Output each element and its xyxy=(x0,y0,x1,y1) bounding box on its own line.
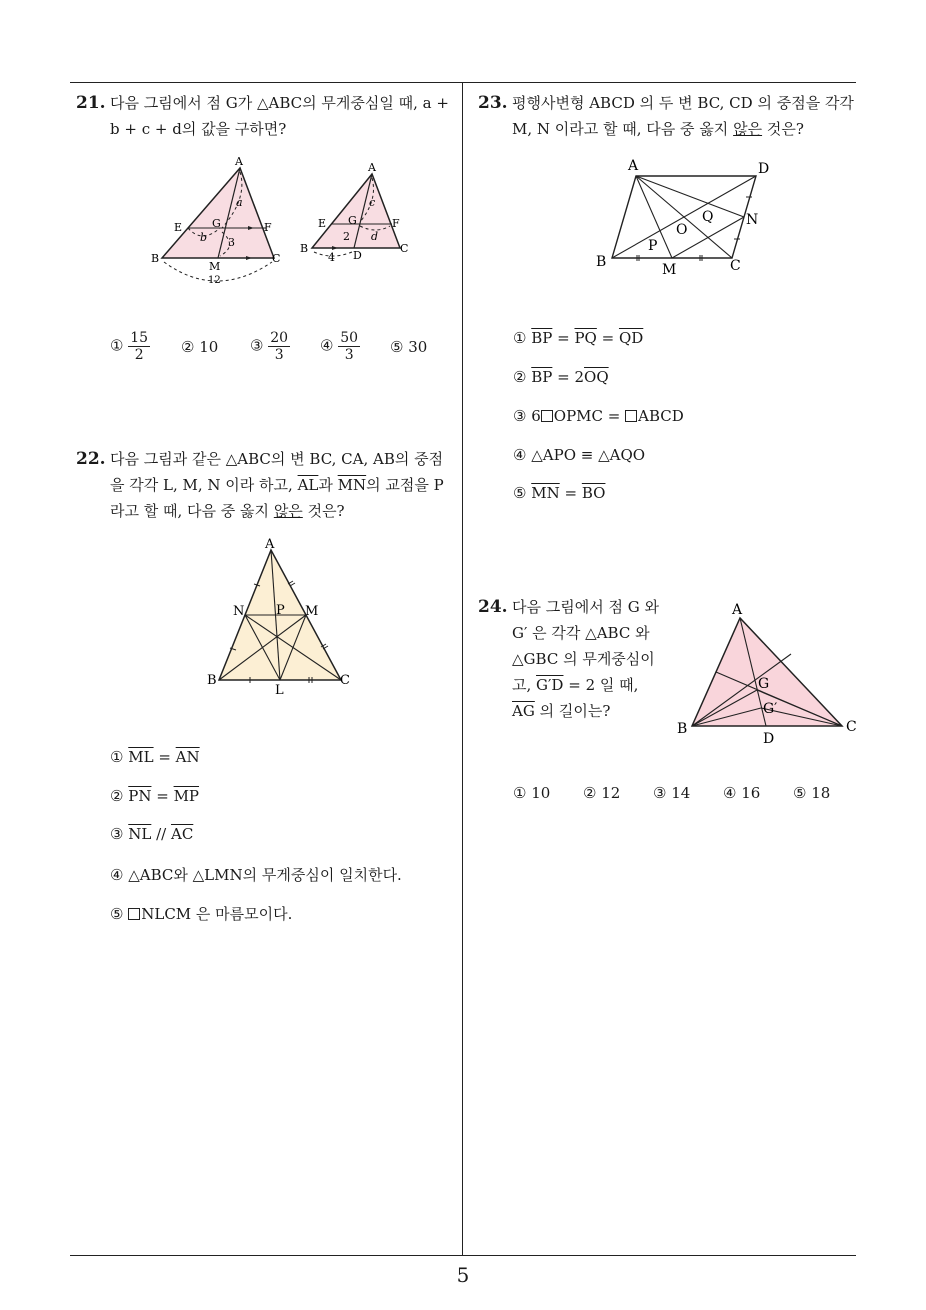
label-G: G xyxy=(758,676,770,692)
denominator: 2 xyxy=(134,347,144,363)
operator: = 2 xyxy=(552,368,585,386)
problem-text xyxy=(110,446,460,524)
problem-line: △GBC 의 무게중심이 xyxy=(512,650,655,668)
label-B: B xyxy=(151,252,160,265)
label-E: E xyxy=(174,221,183,234)
square-symbol xyxy=(541,410,553,422)
choice-mark: ⑤ xyxy=(390,338,404,356)
choice-mark: ④ xyxy=(513,446,527,464)
choice-5[interactable] xyxy=(390,338,427,356)
segment: $\overline{MP}$ xyxy=(173,787,200,805)
problem-line: 다음 그림에서 점 G 와 xyxy=(512,598,659,616)
label-F: F xyxy=(392,217,400,230)
label-4: 4 xyxy=(328,251,335,264)
label-3: 3 xyxy=(228,236,235,249)
problem-line xyxy=(110,472,460,498)
label-C: C xyxy=(846,719,857,735)
column-divider xyxy=(462,82,463,1256)
segment-AG: $\overline{AG}$ xyxy=(512,702,535,720)
label-N: N xyxy=(746,212,759,228)
q21-figure-1 xyxy=(150,152,300,292)
denominator: 3 xyxy=(344,347,354,363)
label-G: G xyxy=(212,217,221,230)
choice-5[interactable] xyxy=(110,903,292,924)
label-M: M xyxy=(209,260,221,273)
choice-mark: ① xyxy=(110,336,124,355)
segment: $\overline{NL}$ xyxy=(128,825,152,843)
choice-1[interactable]: ① $\overline{BP} = \overline{PQ} = \overline{QD}$ xyxy=(513,329,644,347)
problem-line: 다음 그림과 같은 △ABC의 변 BC, CA, AB의 중점 xyxy=(110,450,444,468)
label-c: c xyxy=(369,196,376,209)
choice-value: 10 xyxy=(531,784,551,802)
text-span: 라고 할 때, 다음 중 옳지 xyxy=(110,502,270,520)
choice-3[interactable] xyxy=(250,330,290,363)
label-C: C xyxy=(400,242,409,255)
segment-AL: $\overline{AL}$ xyxy=(297,476,319,494)
choice-mark: ② xyxy=(181,338,195,356)
label-M: M xyxy=(662,262,677,278)
choice-mark: ③ xyxy=(110,825,124,843)
label-d: d xyxy=(371,230,379,243)
text-span: 의 길이는? xyxy=(539,702,611,720)
choice-2[interactable] xyxy=(583,784,620,802)
numerator: 50 xyxy=(340,330,359,346)
problem-text xyxy=(512,90,862,142)
label-B: B xyxy=(677,721,688,737)
problem-line xyxy=(512,116,862,142)
label-O: O xyxy=(676,222,688,238)
choice-mark: ④ xyxy=(110,866,124,884)
choice-text: △ABC와 △LMN의 무게중심이 일치한다. xyxy=(128,866,402,884)
choice-5[interactable]: ⑤ $\overline{MN} = \overline{BO}$ xyxy=(513,484,606,502)
choice-mark: ③ xyxy=(513,407,527,425)
label-P: P xyxy=(276,603,285,618)
problem-line: 평행사변형 ABCD 의 두 변 BC, CD 의 중점을 각각 xyxy=(512,94,854,112)
page-number: 5 xyxy=(456,1263,470,1287)
choice-mark: ② xyxy=(583,784,597,802)
choice-2[interactable] xyxy=(181,338,218,356)
segment: $\overline{MN}$ xyxy=(531,484,560,502)
choice-value: 30 xyxy=(408,338,428,356)
label-b: b xyxy=(200,231,208,244)
problem-line xyxy=(512,698,678,724)
label-D: D xyxy=(758,161,770,177)
label-Gp: G′ xyxy=(763,701,778,717)
text-span: 의 교점을 P xyxy=(366,476,444,494)
problem-number: 22. xyxy=(76,449,106,469)
underlined-word: 않은 xyxy=(733,120,763,138)
q24-figure xyxy=(674,598,864,748)
text-span: 과 xyxy=(318,476,333,494)
text-span: 을 각각 L, M, N 이라 하고, xyxy=(110,476,293,494)
numerator: 20 xyxy=(270,330,289,346)
operator: // xyxy=(151,825,171,843)
choice-2[interactable] xyxy=(513,368,609,386)
text-span: M, N 이라고 할 때, 다음 중 옳지 xyxy=(512,120,729,138)
label-C: C xyxy=(340,673,350,688)
problem-line: G′ 은 각각 △ABC 와 xyxy=(512,624,650,642)
choice-mark: ④ xyxy=(723,784,737,802)
choice-3[interactable] xyxy=(513,407,684,425)
bottom-rule xyxy=(70,1255,856,1256)
segment: $\overline{PQ}$ xyxy=(574,329,597,347)
segment-MN: $\overline{MN}$ xyxy=(337,476,367,494)
choice-value: 12 xyxy=(601,784,621,802)
segment: $\overline{OQ}$ xyxy=(584,368,609,386)
choice-3[interactable] xyxy=(110,825,193,843)
choice-value: 10 xyxy=(199,338,219,356)
problem-line xyxy=(512,672,678,698)
label-B: B xyxy=(207,673,217,688)
segment: $\overline{AN}$ xyxy=(175,748,200,766)
choice-value: 14 xyxy=(671,784,691,802)
problem-number: 24. xyxy=(478,597,508,617)
operator: = xyxy=(153,748,176,766)
choice-mark: ② xyxy=(110,787,124,805)
segment: $\overline{BO}$ xyxy=(581,484,606,502)
label-G: G xyxy=(348,214,357,227)
problem-text xyxy=(512,594,678,724)
problem-line: 다음 그림에서 점 G가 △ABC의 무게중심일 때, a + xyxy=(110,94,449,112)
text-span: 고, xyxy=(512,676,532,694)
square-symbol xyxy=(625,410,637,422)
label-D: D xyxy=(763,731,775,747)
label-Q: Q xyxy=(702,209,714,225)
choice-value: 18 xyxy=(811,784,831,802)
choice-4[interactable] xyxy=(723,784,760,802)
choice-4[interactable] xyxy=(320,330,360,363)
label-P: P xyxy=(648,238,658,254)
segment: $\overline{AC}$ xyxy=(170,825,194,843)
fraction xyxy=(128,330,150,363)
choice-mark: ② xyxy=(513,368,527,386)
text-span: 것은? xyxy=(307,502,345,520)
problem-23 xyxy=(478,90,862,142)
choice-mark: ① xyxy=(513,784,527,802)
choice-mark: ① xyxy=(513,329,527,347)
choice-mark: ③ xyxy=(653,784,667,802)
label-F: F xyxy=(264,221,272,234)
segment: $\overline{BP}$ xyxy=(531,329,553,347)
problem-number: 21. xyxy=(76,93,106,113)
choice-5[interactable] xyxy=(793,784,830,802)
denominator: 3 xyxy=(274,347,284,363)
problem-text xyxy=(110,90,456,142)
fraction xyxy=(268,330,290,363)
label-A: A xyxy=(235,155,243,168)
label-D: D xyxy=(353,249,362,262)
segment: $\overline{BP}$ xyxy=(531,368,553,386)
choice-text: ABCD xyxy=(638,407,684,425)
label-B: B xyxy=(596,254,607,270)
label-C: C xyxy=(272,252,281,265)
problem-22 xyxy=(76,446,460,524)
label-N: N xyxy=(233,604,245,619)
choice-mark: ⑤ xyxy=(110,905,124,923)
label-E: E xyxy=(318,217,327,230)
segment-GpD: G′D xyxy=(536,676,564,694)
text-span: 것은? xyxy=(766,120,804,138)
choice-mark: ④ xyxy=(320,336,334,355)
label-A: A xyxy=(265,537,275,552)
label-A: A xyxy=(368,161,376,174)
label-a: a xyxy=(236,196,243,209)
top-rule xyxy=(70,82,856,83)
choice-1[interactable] xyxy=(110,748,200,766)
q21-figure-2 xyxy=(298,160,418,270)
choice-3[interactable] xyxy=(653,784,690,802)
choice-mark: ③ xyxy=(250,336,264,355)
problem-24 xyxy=(478,594,678,724)
choice-mark: ⑤ xyxy=(513,484,527,502)
segment: $\overline{QD}$ xyxy=(618,329,644,347)
fraction xyxy=(338,330,360,363)
problem-line: b + c + d의 값을 구하면? xyxy=(110,120,287,138)
choice-1[interactable] xyxy=(110,330,150,363)
numerator: 15 xyxy=(130,330,149,346)
segment: $\overline{ML}$ xyxy=(128,748,154,766)
choice-mark: ⑤ xyxy=(793,784,807,802)
underlined-word: 않은 xyxy=(273,502,303,520)
choice-4[interactable] xyxy=(110,864,402,885)
choice-value: 16 xyxy=(741,784,761,802)
choice-1[interactable] xyxy=(513,784,550,802)
label-C: C xyxy=(730,258,741,274)
operator: = xyxy=(151,787,174,805)
problem-number: 23. xyxy=(478,93,508,113)
choice-mark: ① xyxy=(110,748,124,766)
label-A: A xyxy=(628,158,639,174)
choice-4[interactable] xyxy=(513,446,645,464)
text-span: = 2 일 때, xyxy=(568,676,639,694)
q23-figure xyxy=(592,154,782,284)
choice-text: △APO ≡ △AQO xyxy=(531,446,646,464)
choice-text: NLCM 은 마름모이다. xyxy=(141,905,293,923)
problem-line xyxy=(110,498,460,524)
square-symbol xyxy=(128,908,140,920)
label-A: A xyxy=(732,602,743,618)
label-L: L xyxy=(275,683,284,698)
label-12: 12 xyxy=(208,275,221,286)
label-M: M xyxy=(305,604,319,619)
choice-text: OPMC = xyxy=(553,407,626,425)
label-B: B xyxy=(300,242,309,255)
coefficient: 6 xyxy=(531,407,541,425)
choice-2[interactable] xyxy=(110,787,199,805)
q22-figure xyxy=(206,534,356,704)
label-2: 2 xyxy=(343,230,350,243)
segment: $\overline{PN}$ xyxy=(128,787,152,805)
problem-21 xyxy=(76,90,456,142)
